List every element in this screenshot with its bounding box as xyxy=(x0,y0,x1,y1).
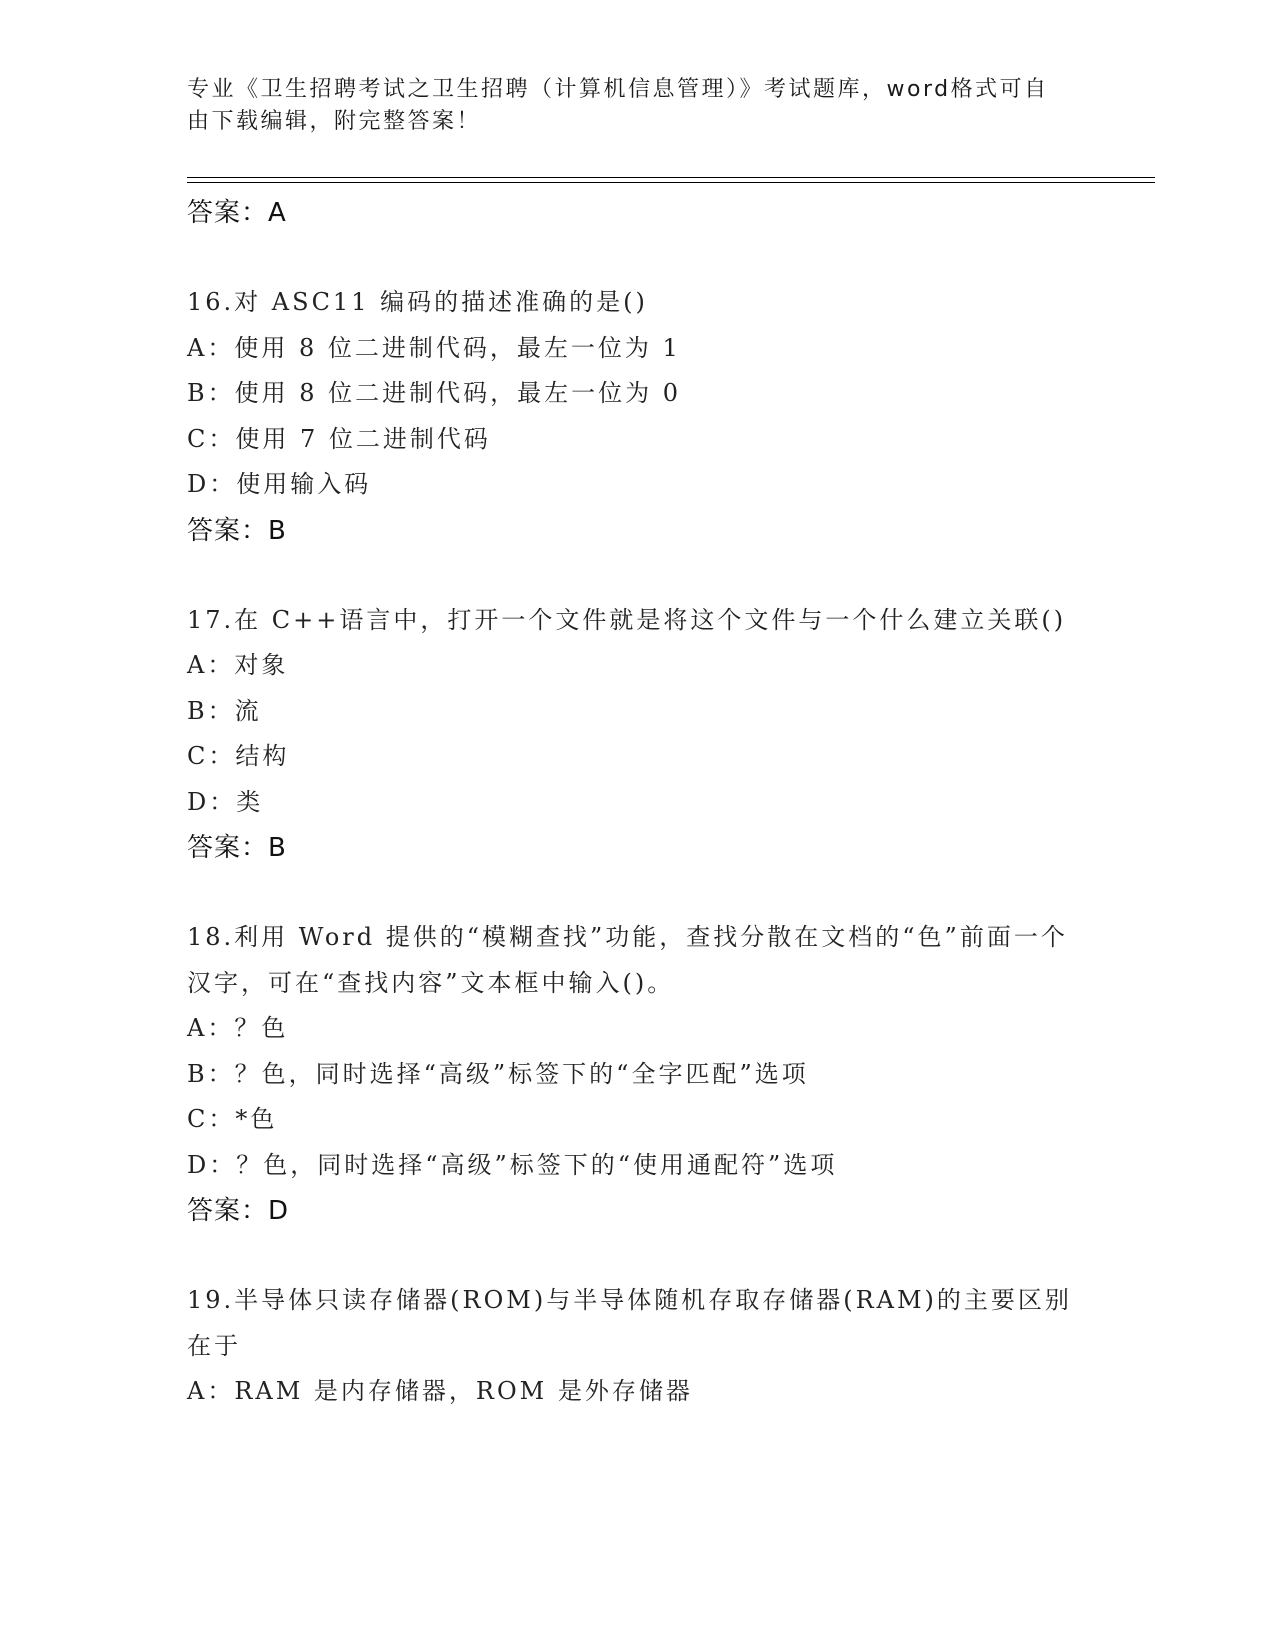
header-divider-bottom xyxy=(187,182,1155,183)
option-b: B：流 xyxy=(187,696,262,725)
question-17 xyxy=(187,598,1087,872)
option-c: C：使用 7 位二进制代码 xyxy=(187,424,491,453)
option-b: B：？色，同时选择“高级”标签下的“全字匹配”选项 xyxy=(187,1059,809,1088)
option-c: C：*色 xyxy=(187,1105,278,1133)
answer-line: 答案：B xyxy=(187,833,287,863)
question-19 xyxy=(187,1278,1087,1415)
header-divider-top xyxy=(187,177,1155,178)
document-header xyxy=(187,74,1067,138)
question-text: 18.利用 Word 提供的“模糊查找”功能，查找分散在文档的“色”前面一个汉字，可在“查找内容”文本框中输入()。 xyxy=(187,923,1068,997)
option-d: D：使用输入码 xyxy=(187,470,372,498)
question-text: 16.对 ASC11 编码的描述准确的是() xyxy=(187,288,648,316)
option-a: A：RAM 是内存储器，ROM 是外存储器 xyxy=(187,1377,693,1405)
question-text: 17.在 C++语言中，打开一个文件就是将这个文件与一个什么建立关联() xyxy=(187,605,1067,634)
document-body xyxy=(187,190,1087,1415)
option-d: D：？色，同时选择“高级”标签下的“使用通配符”选项 xyxy=(187,1150,838,1179)
option-c: C：结构 xyxy=(187,742,290,770)
answer-line: 答案：D xyxy=(187,1196,290,1226)
question-text: 19.半导体只读存储器(ROM)与半导体随机存取存储器(RAM)的主要区别在于 xyxy=(187,1286,1072,1360)
option-a: A：？色 xyxy=(187,1014,289,1042)
answer-line: 答案：A xyxy=(187,198,287,228)
option-a: A：使用 8 位二进制代码，最左一位为 1 xyxy=(187,333,681,362)
option-d: D：类 xyxy=(187,787,264,816)
header-line-2: 由下载编辑，附完整答案！ xyxy=(187,109,482,134)
answer-line: 答案：B xyxy=(187,515,287,546)
option-a: A：对象 xyxy=(187,651,289,679)
question-18 xyxy=(187,915,1087,1234)
header-line-1: 专业《卫生招聘考试之卫生招聘（计算机信息管理）》考试题库，word格式可自 xyxy=(187,77,1049,102)
question-16 xyxy=(187,280,1087,554)
option-b: B：使用 8 位二进制代码，最左一位为 0 xyxy=(187,379,682,407)
